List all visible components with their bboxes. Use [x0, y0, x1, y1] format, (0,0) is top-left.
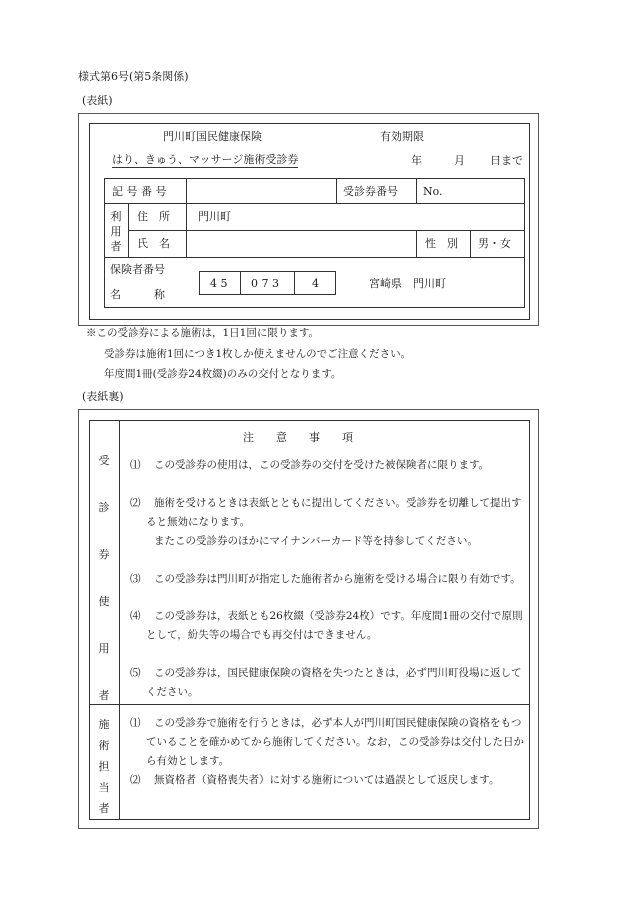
date-until: 日まで: [490, 154, 523, 167]
notes-heading: 注 意 事 項: [243, 431, 353, 444]
user-item-2: ⑵ 施術を受けるときは表紙とともに提出してください。受診券を切離して提出すると無効になります。: [130, 497, 522, 528]
insurer-number-cell-1: 4 5: [210, 277, 228, 290]
validity-label: 有効期限: [380, 130, 424, 143]
name-label: 氏 名: [137, 237, 170, 250]
insurer-number-cell-2: 0 7 3: [251, 277, 279, 290]
user-item-3: ⑶ この受診券は門川町が指定した施術者から施術を受ける場合に限り有効です。: [130, 573, 521, 585]
address-value: 門川町: [198, 210, 231, 223]
back-cover-label: (表紙裏): [82, 390, 124, 403]
date-year: 年: [411, 154, 422, 167]
kigo-bango-label: 記 号 番 号: [112, 185, 167, 198]
form-code: 様式第6号(第5条関係): [78, 70, 189, 83]
note-1: ※この受診券による施術は，1日1回に限ります。: [86, 327, 320, 339]
user-item-5: ⑸ この受診券は，国民健康保険の資格を失つたときは，必ず門川町役場に返してください。: [130, 667, 522, 698]
jushinken-bango-label: 受診券番号: [343, 185, 398, 198]
ticket-number-prefix: No.: [423, 185, 443, 198]
sex-label: 性 別: [425, 237, 458, 250]
user-item-1: ⑴ この受診券の使用は，この受診券の交付を受けた被保険者に限ります。: [130, 459, 490, 471]
note-3: 年度間1冊(受診券24枚綴)のみの交付となります。: [104, 368, 342, 380]
practitioner-item-2: ⑵ 無資格者（資格喪失者）に対する施術については過誤として返戻します。: [130, 774, 500, 786]
insurer-name-label: 名 称: [110, 288, 165, 301]
side-label-practitioner: 施 術 担 当 者: [98, 718, 110, 815]
insurer-name-value: 宮崎県 門川町: [369, 277, 446, 290]
insurer-number-cell-3: 4: [312, 277, 319, 290]
insurer-number-label: 保険者番号: [110, 263, 165, 276]
practitioner-item-1: ⑴ この受診券で施術を行うときは，必ず本人が門川町国民健康保険の資格をもつていることを確かめてから施術してください。なお，この受診券は交付した日から有効とします。: [130, 717, 524, 767]
note-2: 受診券は施術1回につき1枚しか使えませんのでご注意ください。: [104, 348, 412, 360]
side-label-ticket-user: 受 診 券 使 用 者: [98, 454, 110, 702]
riyosha-label: 利 用 者: [110, 210, 122, 253]
ticket-title: はり、きゅう、マッサージ施術受診券: [112, 153, 299, 166]
user-item-2-cont: またこの受診券のほかにマイナンバーカード等を持参してください。: [154, 535, 478, 547]
header-org: 門川町国民健康保険: [163, 130, 262, 143]
front-cover-label: (表紙): [82, 94, 113, 107]
sex-value: 男・女: [478, 237, 511, 250]
address-label: 住 所: [137, 210, 170, 223]
user-item-4: ⑷ この受診券は，表紙とも26枚綴（受診券24枚）です。年度間1冊の交付で原則として，紛失等の場合でも再交付はできません。: [130, 610, 523, 641]
date-month: 月: [454, 154, 465, 167]
